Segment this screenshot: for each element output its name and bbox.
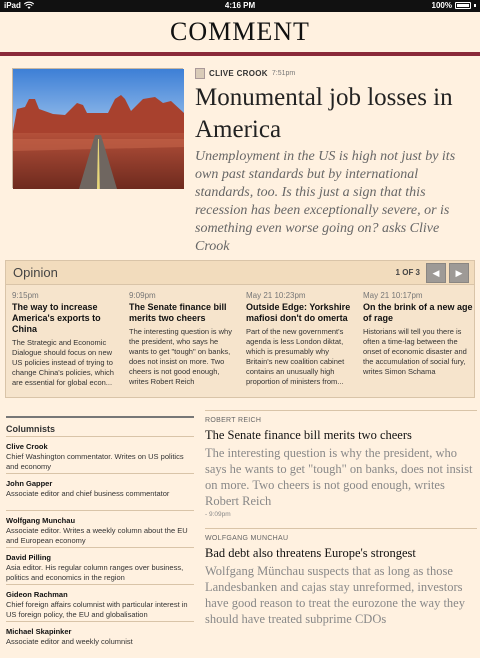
opinion-item-headline[interactable]: The way to increase America's exports to China — [12, 302, 101, 334]
battery-percent: 100% — [431, 1, 452, 10]
opinion-item-summary: The interesting question is why the president, who says he wants to get "tough" on banks, does not insist on more. Two cheers is not good enough, writes Robert Reich — [129, 327, 232, 386]
next-page-button[interactable] — [449, 263, 469, 283]
opinion-item-summary: The Strategic and Economic Dialogue should focus on new US policies instead of trying to change China's policies, which are essential for global econ... — [12, 338, 114, 387]
columnist-name: Michael Skapinker — [6, 627, 72, 636]
lead-image[interactable] — [12, 68, 183, 188]
columnist-item[interactable] — [6, 510, 194, 547]
columnist-name: David Pilling — [6, 553, 52, 562]
desert-landscape-image — [13, 69, 184, 189]
columnists-heading: Columnists — [6, 416, 194, 434]
article-summary: Wolfgang Münchau suspects that as long as those Landesbanken and cajas stay unreformed, investors have good reason to treat the eurozone the way they should have treated subprime CDOs — [205, 564, 465, 626]
columnist-item[interactable] — [6, 584, 194, 621]
opinion-item-summary: Historians will tell you there is often a time-lag between the onset of economic disaster and the accumulation of social fury, writes Simon Schama — [363, 327, 467, 376]
chevron-left-icon: ◀ — [432, 268, 440, 278]
opinion-item[interactable] — [12, 291, 122, 388]
columnist-description: Asia editor. His regular column ranges over business, politics and economics in the region — [6, 563, 184, 582]
opinion-item[interactable] — [363, 291, 473, 377]
columnist-item[interactable] — [6, 621, 194, 658]
columnist-item[interactable] — [6, 436, 194, 473]
columnist-item[interactable] — [6, 473, 194, 510]
opinion-item[interactable] — [129, 291, 239, 387]
article-summary: The interesting question is why the president, who says he wants to get "tough" on banks, does not insist on more. Two cheers is not good enough, writes Robert Reich — [205, 446, 473, 508]
article-author: ROBERT REICH — [205, 417, 262, 424]
opinion-item-headline[interactable]: Outside Edge: Yorkshire mafiosi don't do omerta — [246, 302, 351, 323]
opinion-pager: 1 OF 3 — [395, 268, 420, 277]
opinion-item-headline[interactable]: On the brink of a new age of rage — [363, 302, 473, 323]
author-avatar — [195, 68, 205, 79]
battery-icon — [455, 2, 471, 9]
columnist-item[interactable] — [6, 547, 194, 584]
columnist-name: John Gapper — [6, 479, 53, 488]
status-bar — [0, 0, 480, 12]
masthead-rule — [0, 52, 480, 56]
columnist-name: Wolfgang Munchau — [6, 516, 76, 525]
article-author: WOLFGANG MUNCHAU — [205, 535, 289, 542]
lead-byline — [195, 68, 295, 79]
lead-headline[interactable]: Monumental job losses in America — [195, 84, 453, 143]
columnist-name: Gideon Rachman — [6, 590, 68, 599]
opinion-item[interactable] — [246, 291, 356, 387]
columnist-description: Associate editor and chief business commentator — [6, 489, 170, 498]
opinion-item-time: 9:15pm — [12, 291, 39, 300]
opinion-header — [6, 261, 474, 285]
lead-author[interactable]: CLIVE CROOK — [209, 69, 268, 78]
lead-standfirst[interactable]: Unemployment in the US is high not just by its own past standards but by international standards, too. Is this just a sign that this recession has been exceptionally severe, or is something even worse going on? asks Clive Crook — [195, 149, 456, 254]
article-item[interactable] — [205, 410, 477, 518]
article-item[interactable] — [205, 528, 477, 627]
columnist-name: Clive Crook — [6, 442, 48, 451]
battery-tip — [474, 4, 476, 7]
masthead — [0, 12, 480, 52]
opinion-title: Opinion — [13, 265, 58, 280]
chevron-right-icon: ▶ — [455, 268, 463, 278]
opinion-item-time: May 21 10:17pm — [363, 291, 423, 300]
opinion-panel — [5, 260, 475, 398]
columnists-list — [6, 436, 194, 658]
opinion-item-time: 9:09pm — [129, 291, 156, 300]
columnist-description: Chief Washington commentator. Writes on US politics and economy — [6, 452, 184, 471]
article-list — [205, 410, 477, 627]
article-time: - 9:09pm — [205, 511, 231, 518]
status-time: 4:16 PM — [224, 1, 256, 10]
device-label: iPad — [4, 1, 21, 10]
opinion-item-time: May 21 10:23pm — [246, 291, 306, 300]
columnist-description: Chief foreign affairs columnist with particular interest in US foreign policy, the EU and globalisation — [6, 600, 188, 619]
columnist-description: Associate editor. Writes a weekly column about the EU and European economy — [6, 526, 188, 545]
section-title: COMMENT — [170, 17, 310, 46]
columnist-description: Associate editor and weekly columnist — [6, 637, 133, 646]
previous-page-button[interactable] — [426, 263, 446, 283]
opinion-item-headline[interactable]: The Senate finance bill merits two cheers — [129, 302, 227, 323]
lead-time: 7:51pm — [271, 70, 296, 77]
opinion-item-summary: Part of the new government's agenda is less London diktat, which is presumably why Britain's new coalition cabinet contains an unusually high proportion of ministers from... — [246, 327, 345, 386]
article-headline[interactable]: The Senate finance bill merits two cheers — [205, 428, 412, 442]
article-headline[interactable]: Bad debt also threatens Europe's strongest — [205, 546, 416, 560]
status-right — [432, 1, 476, 10]
